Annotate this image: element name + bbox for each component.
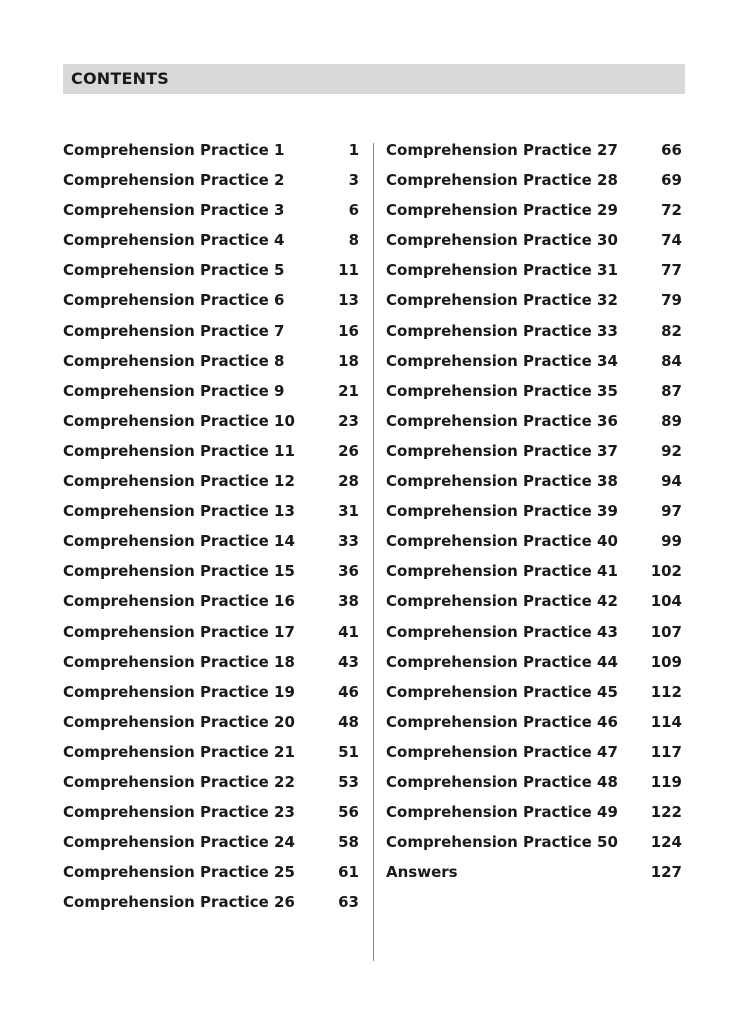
toc-entry-title: Comprehension Practice 24 bbox=[63, 833, 295, 852]
toc-entry[interactable] bbox=[386, 225, 682, 255]
toc-entry-title: Comprehension Practice 39 bbox=[386, 502, 618, 521]
toc-entry[interactable] bbox=[63, 586, 359, 616]
toc-entry[interactable] bbox=[63, 346, 359, 376]
toc-entry[interactable] bbox=[63, 376, 359, 406]
toc-entry-title: Comprehension Practice 13 bbox=[63, 502, 295, 521]
toc-entry-page-number: 21 bbox=[338, 381, 359, 400]
toc-entry[interactable] bbox=[63, 767, 359, 797]
toc-entry-title: Comprehension Practice 49 bbox=[386, 803, 618, 822]
toc-entry[interactable] bbox=[63, 797, 359, 827]
toc-entry-page-number: 33 bbox=[338, 532, 359, 551]
toc-entry[interactable] bbox=[63, 466, 359, 496]
toc-entry-title: Comprehension Practice 33 bbox=[386, 321, 618, 340]
toc-entry-title: Comprehension Practice 29 bbox=[386, 201, 618, 220]
toc-entry-title: Comprehension Practice 15 bbox=[63, 562, 295, 581]
toc-entry-title: Comprehension Practice 27 bbox=[386, 141, 618, 159]
toc-entry[interactable] bbox=[386, 707, 682, 737]
toc-entry-title: Comprehension Practice 1 bbox=[63, 141, 285, 159]
toc-entry[interactable] bbox=[63, 225, 359, 255]
toc-entry-title: Comprehension Practice 41 bbox=[386, 562, 618, 581]
toc-entry-page-number: 51 bbox=[338, 742, 359, 761]
toc-entry-title: Comprehension Practice 43 bbox=[386, 622, 618, 641]
toc-entry-title: Answers bbox=[386, 863, 458, 882]
toc-entry-title: Comprehension Practice 37 bbox=[386, 441, 618, 460]
toc-entry[interactable] bbox=[63, 285, 359, 315]
toc-entry-title: Comprehension Practice 26 bbox=[63, 893, 295, 912]
toc-entry-page-number: 114 bbox=[650, 712, 682, 731]
toc-entry[interactable] bbox=[386, 857, 682, 887]
toc-entry-title: Comprehension Practice 14 bbox=[63, 532, 295, 551]
toc-entry-title: Comprehension Practice 10 bbox=[63, 411, 295, 430]
toc-entry[interactable] bbox=[386, 376, 682, 406]
toc-entry-page-number: 92 bbox=[661, 441, 682, 460]
toc-entry[interactable] bbox=[386, 767, 682, 797]
toc-entry-page-number: 97 bbox=[661, 502, 682, 521]
toc-entry-page-number: 79 bbox=[661, 291, 682, 310]
toc-entry-title: Comprehension Practice 50 bbox=[386, 833, 618, 852]
toc-entry[interactable] bbox=[386, 797, 682, 827]
toc-entry[interactable] bbox=[386, 496, 682, 526]
toc-entry-title: Comprehension Practice 2 bbox=[63, 171, 285, 190]
toc-entry[interactable] bbox=[386, 406, 682, 436]
toc-entry-title: Comprehension Practice 35 bbox=[386, 381, 618, 400]
toc-entry-page-number: 16 bbox=[338, 321, 359, 340]
toc-entry-page-number: 104 bbox=[650, 592, 682, 611]
toc-entry-title: Comprehension Practice 8 bbox=[63, 351, 285, 370]
toc-entry-title: Comprehension Practice 36 bbox=[386, 411, 618, 430]
toc-entry-title: Comprehension Practice 28 bbox=[386, 171, 618, 190]
toc-entry[interactable] bbox=[63, 526, 359, 556]
toc-entry[interactable] bbox=[63, 406, 359, 436]
toc-entry-page-number: 6 bbox=[348, 201, 359, 220]
toc-entry-page-number: 127 bbox=[650, 863, 682, 882]
toc-entry-page-number: 11 bbox=[338, 261, 359, 280]
toc-entry[interactable] bbox=[386, 285, 682, 315]
toc-entry-title: Comprehension Practice 18 bbox=[63, 652, 295, 671]
toc-entry-page-number: 122 bbox=[650, 803, 682, 822]
toc-entry-title: Comprehension Practice 44 bbox=[386, 652, 618, 671]
toc-entry[interactable] bbox=[63, 316, 359, 346]
toc-entry[interactable] bbox=[63, 165, 359, 195]
column-divider bbox=[373, 143, 374, 961]
toc-entry-page-number: 31 bbox=[338, 502, 359, 521]
toc-entry[interactable] bbox=[386, 466, 682, 496]
toc-entry[interactable] bbox=[386, 255, 682, 285]
toc-entry-page-number: 46 bbox=[338, 682, 359, 701]
toc-entry-title: Comprehension Practice 22 bbox=[63, 772, 295, 791]
page-title: CONTENTS bbox=[71, 69, 170, 88]
toc-entry[interactable] bbox=[63, 556, 359, 586]
toc-entry-page-number: 82 bbox=[661, 321, 682, 340]
toc-entry[interactable] bbox=[386, 316, 682, 346]
toc-entry-page-number: 72 bbox=[661, 201, 682, 220]
toc-entry-title: Comprehension Practice 9 bbox=[63, 381, 285, 400]
toc-entry[interactable] bbox=[386, 135, 682, 165]
toc-entry-page-number: 87 bbox=[661, 381, 682, 400]
toc-entry-title: Comprehension Practice 31 bbox=[386, 261, 618, 280]
toc-column-left bbox=[63, 135, 359, 917]
toc-entry[interactable] bbox=[386, 526, 682, 556]
toc-entry[interactable] bbox=[386, 436, 682, 466]
toc-entry-page-number: 77 bbox=[661, 261, 682, 280]
toc-entry[interactable] bbox=[63, 617, 359, 647]
toc-entry[interactable] bbox=[386, 556, 682, 586]
toc-entry-title: Comprehension Practice 5 bbox=[63, 261, 285, 280]
toc-entry[interactable] bbox=[63, 436, 359, 466]
toc-entry-title: Comprehension Practice 3 bbox=[63, 201, 285, 220]
toc-entry-title: Comprehension Practice 25 bbox=[63, 863, 295, 882]
toc-entry[interactable] bbox=[63, 887, 359, 917]
toc-entry[interactable] bbox=[63, 195, 359, 225]
toc-entry-page-number: 23 bbox=[338, 411, 359, 430]
toc-entry-title: Comprehension Practice 6 bbox=[63, 291, 285, 310]
toc-entry-title: Comprehension Practice 4 bbox=[63, 231, 285, 250]
toc-entry[interactable] bbox=[63, 135, 359, 165]
toc-entry[interactable] bbox=[386, 617, 682, 647]
toc-entry-page-number: 53 bbox=[338, 772, 359, 791]
toc-entry[interactable] bbox=[63, 857, 359, 887]
toc-entry-title: Comprehension Practice 45 bbox=[386, 682, 618, 701]
toc-entry-title: Comprehension Practice 38 bbox=[386, 472, 618, 491]
toc-entry[interactable] bbox=[63, 827, 359, 857]
toc-entry-page-number: 26 bbox=[338, 441, 359, 460]
toc-entry[interactable] bbox=[386, 737, 682, 767]
toc-entry-page-number: 109 bbox=[650, 652, 682, 671]
toc-entry-page-number: 1 bbox=[348, 141, 359, 159]
toc-entry-page-number: 36 bbox=[338, 562, 359, 581]
toc-entry[interactable] bbox=[63, 677, 359, 707]
toc-entry-page-number: 58 bbox=[338, 833, 359, 852]
toc-entry-title: Comprehension Practice 34 bbox=[386, 351, 618, 370]
toc-entry-page-number: 41 bbox=[338, 622, 359, 641]
toc-entry[interactable] bbox=[386, 346, 682, 376]
toc-entry-title: Comprehension Practice 47 bbox=[386, 742, 618, 761]
toc-entry[interactable] bbox=[386, 827, 682, 857]
toc-entry-page-number: 13 bbox=[338, 291, 359, 310]
toc-entry-page-number: 124 bbox=[650, 833, 682, 852]
toc-entry[interactable] bbox=[63, 496, 359, 526]
toc-entry-title: Comprehension Practice 32 bbox=[386, 291, 618, 310]
toc-entry-page-number: 56 bbox=[338, 803, 359, 822]
contents-header-bar bbox=[63, 64, 685, 94]
toc-entry-page-number: 66 bbox=[661, 141, 682, 159]
toc-entry-title: Comprehension Practice 46 bbox=[386, 712, 618, 731]
toc-entry-page-number: 63 bbox=[338, 893, 359, 912]
toc-entry-page-number: 117 bbox=[650, 742, 682, 761]
toc-entry-page-number: 84 bbox=[661, 351, 682, 370]
toc-entry-page-number: 74 bbox=[661, 231, 682, 250]
toc-entry-title: Comprehension Practice 21 bbox=[63, 742, 295, 761]
toc-column-right bbox=[386, 135, 682, 887]
toc-entry[interactable] bbox=[386, 647, 682, 677]
toc-entry-page-number: 89 bbox=[661, 411, 682, 430]
toc-entry-page-number: 69 bbox=[661, 171, 682, 190]
toc-entry-title: Comprehension Practice 7 bbox=[63, 321, 285, 340]
toc-entry-page-number: 28 bbox=[338, 472, 359, 491]
toc-entry[interactable] bbox=[386, 165, 682, 195]
toc-entry[interactable] bbox=[63, 737, 359, 767]
toc-entry[interactable] bbox=[386, 586, 682, 616]
toc-entry-title: Comprehension Practice 30 bbox=[386, 231, 618, 250]
toc-entry-title: Comprehension Practice 17 bbox=[63, 622, 295, 641]
toc-entry-page-number: 61 bbox=[338, 863, 359, 882]
toc-entry-title: Comprehension Practice 42 bbox=[386, 592, 618, 611]
toc-entry-page-number: 102 bbox=[650, 562, 682, 581]
toc-entry-page-number: 107 bbox=[650, 622, 682, 641]
toc-entry-title: Comprehension Practice 16 bbox=[63, 592, 295, 611]
toc-entry-title: Comprehension Practice 48 bbox=[386, 772, 618, 791]
toc-entry-title: Comprehension Practice 19 bbox=[63, 682, 295, 701]
toc-entry-page-number: 119 bbox=[650, 772, 682, 791]
toc-entry-title: Comprehension Practice 40 bbox=[386, 532, 618, 551]
toc-entry-page-number: 43 bbox=[338, 652, 359, 671]
toc-entry-title: Comprehension Practice 11 bbox=[63, 441, 295, 460]
toc-entry-page-number: 18 bbox=[338, 351, 359, 370]
toc-entry-page-number: 38 bbox=[338, 592, 359, 611]
toc-entry-page-number: 112 bbox=[650, 682, 682, 701]
toc-entry[interactable] bbox=[63, 255, 359, 285]
toc-entry-page-number: 3 bbox=[348, 171, 359, 190]
toc-entry[interactable] bbox=[63, 647, 359, 677]
toc-entry-page-number: 48 bbox=[338, 712, 359, 731]
toc-entry-page-number: 8 bbox=[348, 231, 359, 250]
toc-entry[interactable] bbox=[386, 677, 682, 707]
toc-entry-title: Comprehension Practice 20 bbox=[63, 712, 295, 731]
toc-entry-page-number: 94 bbox=[661, 472, 682, 491]
toc-entry-title: Comprehension Practice 12 bbox=[63, 472, 295, 491]
toc-entry-title: Comprehension Practice 23 bbox=[63, 803, 295, 822]
toc-entry[interactable] bbox=[386, 195, 682, 225]
toc-entry[interactable] bbox=[63, 707, 359, 737]
toc-entry-page-number: 99 bbox=[661, 532, 682, 551]
